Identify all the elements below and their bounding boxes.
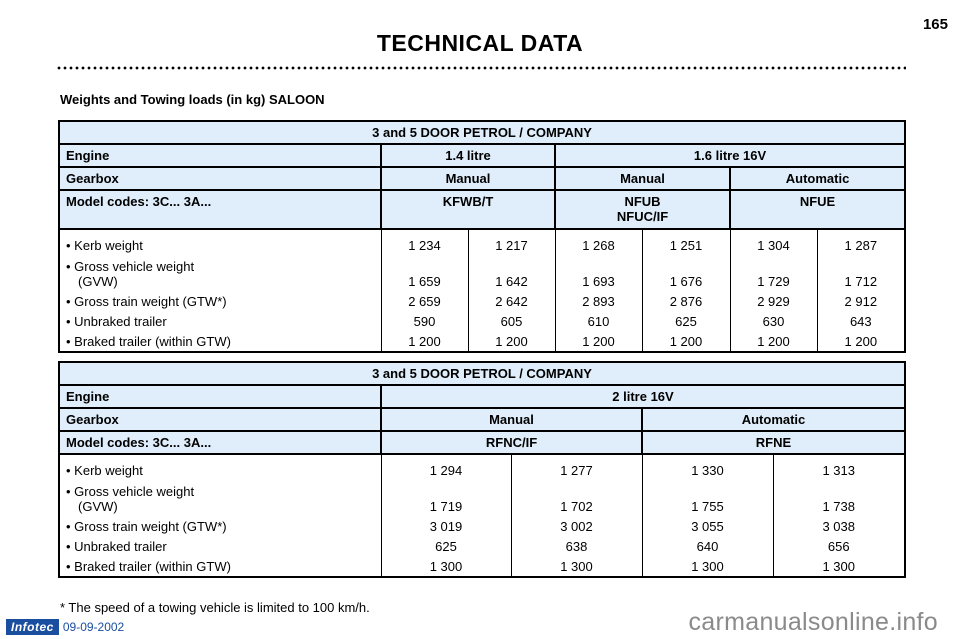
gearbox-value: Automatic [642, 408, 905, 431]
table-row [59, 289, 905, 309]
weights-table-2 [58, 361, 906, 578]
engine-value: 1.6 litre 16V [555, 144, 905, 167]
weights-table-1 [58, 120, 906, 353]
engine-value: 1.4 litre [381, 144, 555, 167]
cell: 1 251 [642, 229, 730, 253]
row-label: • Kerb weight [59, 454, 381, 478]
row-label: • Gross vehicle weight (GVW) [59, 478, 381, 514]
cell: 1 300 [381, 554, 511, 577]
cell: 1 200 [642, 329, 730, 352]
row-label: • Braked trailer (within GTW) [59, 554, 381, 577]
gearbox-label: Gearbox [59, 167, 381, 190]
cell: 3 019 [381, 514, 511, 534]
cell: 1 300 [773, 554, 905, 577]
cell: 1 659 [381, 253, 468, 289]
table-row [59, 454, 905, 478]
cell: 643 [817, 309, 905, 329]
row-label: • Gross vehicle weight (GVW) [59, 253, 381, 289]
cell: 656 [773, 534, 905, 554]
cell: 1 755 [642, 478, 773, 514]
cell: 1 729 [730, 253, 817, 289]
cell: 630 [730, 309, 817, 329]
model-codes-label: Model codes: 3C... 3A... [59, 431, 381, 454]
cell: 2 642 [468, 289, 555, 309]
cell: 640 [642, 534, 773, 554]
gearbox-value: Manual [555, 167, 730, 190]
table-title: 3 and 5 DOOR PETROL / COMPANY [59, 362, 905, 385]
cell: 1 712 [817, 253, 905, 289]
table-row [59, 329, 905, 352]
cell: 2 929 [730, 289, 817, 309]
gearbox-value: Manual [381, 167, 555, 190]
model-code: NFUE [730, 190, 905, 229]
gearbox-value: Manual [381, 408, 642, 431]
engine-label: Engine [59, 144, 381, 167]
model-code: RFNE [642, 431, 905, 454]
model-codes-label: Model codes: 3C... 3A... [59, 190, 381, 229]
gearbox-value: Automatic [730, 167, 905, 190]
cell: 3 055 [642, 514, 773, 534]
table-title: 3 and 5 DOOR PETROL / COMPANY [59, 121, 905, 144]
cell: 2 912 [817, 289, 905, 309]
table-row [59, 309, 905, 329]
cell: 2 893 [555, 289, 642, 309]
table-row [59, 514, 905, 534]
cell: 1 277 [511, 454, 642, 478]
row-label: • Kerb weight [59, 229, 381, 253]
cell: 1 217 [468, 229, 555, 253]
row-label: • Gross train weight (GTW*) [59, 514, 381, 534]
page-title: TECHNICAL DATA [376, 30, 584, 56]
cell: 1 234 [381, 229, 468, 253]
cell: 3 038 [773, 514, 905, 534]
cell: 1 200 [817, 329, 905, 352]
cell: 1 200 [468, 329, 555, 352]
cell: 3 002 [511, 514, 642, 534]
cell: 1 287 [817, 229, 905, 253]
cell: 1 268 [555, 229, 642, 253]
engine-label: Engine [59, 385, 381, 408]
model-code: RFNC/IF [381, 431, 642, 454]
engine-value: 2 litre 16V [381, 385, 905, 408]
footnote: * The speed of a towing vehicle is limited to 100 km/h. [60, 600, 370, 615]
infotec-logo: Infotec [6, 619, 59, 635]
cell: 1 300 [511, 554, 642, 577]
cell: 1 300 [642, 554, 773, 577]
cell: 1 693 [555, 253, 642, 289]
cell: 1 676 [642, 253, 730, 289]
page-number: 165 [922, 16, 948, 33]
cell: 590 [381, 309, 468, 329]
table-row [59, 534, 905, 554]
cell: 610 [555, 309, 642, 329]
cell: 1 200 [730, 329, 817, 352]
table-row [59, 478, 905, 514]
cell: 1 304 [730, 229, 817, 253]
cell: 625 [642, 309, 730, 329]
cell: 1 200 [381, 329, 468, 352]
cell: 1 738 [773, 478, 905, 514]
cell: 1 702 [511, 478, 642, 514]
dotted-divider [56, 66, 906, 70]
gearbox-label: Gearbox [59, 408, 381, 431]
cell: 2 659 [381, 289, 468, 309]
row-label: • Unbraked trailer [59, 309, 381, 329]
row-label: • Gross train weight (GTW*) [59, 289, 381, 309]
cell: 605 [468, 309, 555, 329]
row-label: • Braked trailer (within GTW) [59, 329, 381, 352]
cell: 1 719 [381, 478, 511, 514]
cell: 1 330 [642, 454, 773, 478]
table-row [59, 253, 905, 289]
cell: 638 [511, 534, 642, 554]
section-subtitle: Weights and Towing loads (in kg) SALOON [60, 92, 325, 107]
cell: 1 313 [773, 454, 905, 478]
row-label: • Unbraked trailer [59, 534, 381, 554]
footer-brand [6, 619, 124, 635]
table-row [59, 229, 905, 253]
cell: 625 [381, 534, 511, 554]
cell: 1 200 [555, 329, 642, 352]
cell: 1 294 [381, 454, 511, 478]
cell: 1 642 [468, 253, 555, 289]
model-code: NFUB NFUC/IF [555, 190, 730, 229]
print-date: 09-09-2002 [62, 620, 125, 634]
table-row [59, 554, 905, 577]
watermark: carmanualsonline.info [688, 608, 938, 636]
model-code: KFWB/T [381, 190, 555, 229]
cell: 2 876 [642, 289, 730, 309]
